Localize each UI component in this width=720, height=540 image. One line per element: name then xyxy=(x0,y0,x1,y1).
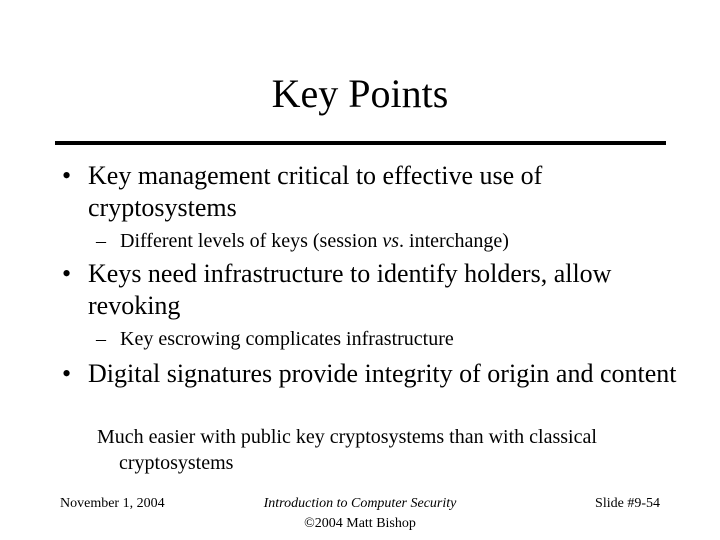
bullet-marker: • xyxy=(62,161,72,190)
bullet-text: Key management critical to effective use of cryptosystems xyxy=(88,161,543,222)
footer-center xyxy=(220,494,500,534)
sub-bullet-text-part: Different levels of keys (session xyxy=(120,230,383,252)
sub-bullet-marker: – xyxy=(96,230,106,252)
title-divider xyxy=(55,141,666,145)
note-text: Much easier with public key cryptosystems than with classical cryptosystems xyxy=(97,426,597,474)
footer-slide-number: Slide #9-54 xyxy=(595,496,660,511)
sub-bullet-emphasis: vs xyxy=(382,230,400,252)
footer-date: November 1, 2004 xyxy=(60,496,165,511)
sub-bullet-text-part: . interchange) xyxy=(399,230,509,252)
slide-title: Key Points xyxy=(271,71,449,116)
bullet-text: Digital signatures provide integrity of origin and content xyxy=(88,359,677,388)
bullet-text: Keys need infrastructure to identify holders, allow revoking xyxy=(88,259,612,320)
sub-bullet-marker: – xyxy=(96,328,106,350)
sub-bullet-item xyxy=(96,228,656,254)
sub-bullet-text xyxy=(120,228,656,254)
sub-bullet-item xyxy=(96,326,656,352)
bullet-item xyxy=(62,160,682,224)
bullet-marker: • xyxy=(62,259,72,288)
bullet-item xyxy=(62,358,682,390)
footer-course: Introduction to Computer Security xyxy=(263,496,457,511)
bullet-item xyxy=(62,258,682,322)
footer-copyright: ©2004 Matt Bishop xyxy=(304,516,416,531)
sub-bullet-text: Key escrowing complicates infrastructure xyxy=(120,328,454,350)
bullet-marker: • xyxy=(62,359,72,388)
